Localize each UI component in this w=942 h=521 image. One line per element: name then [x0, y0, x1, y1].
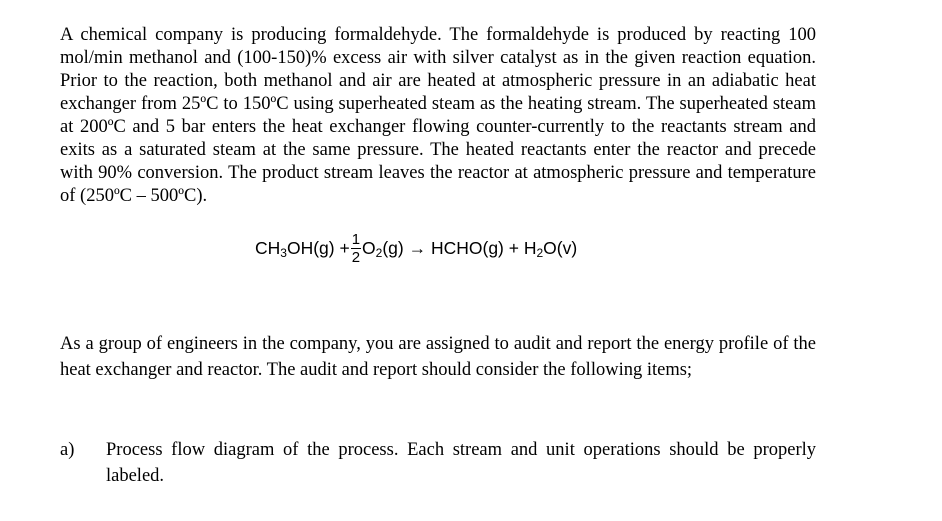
list-item — [60, 437, 816, 489]
item-label: a) — [60, 440, 75, 460]
item-text: Process flow diagram of the process. Each stream and unit operations should be properly labeled. — [106, 440, 816, 486]
half-fraction: $\frac{1}{2}$ — [351, 231, 361, 266]
intro-paragraph: A chemical company is producing formaldehyde. The formaldehyde is produced by reacting 100 mol/min methanol and (100-150)% excess air with silver catalyst as in the given reaction equation. Prior to the reaction, both methanol and air are heated at atmospheric pressure in an adiabatic heat exchanger from 25ºC to 150ºC using superheated steam as the heating stream. The superheated steam at 200ºC and 5 bar enters the heat exchanger flowing counter-currently to the reactants stream and exits as a saturated steam at the same pressure. The heated reactants enter the reactor and precede with 90% conversion. The product stream leaves the reactor at atmospheric pressure and temperature of (250ºC – 500ºC). — [60, 25, 816, 206]
assignment-paragraph: As a group of engineers in the company, you are assigned to audit and report the energy profile of the heat exchanger and reactor. The audit and report should consider the following items; — [60, 334, 816, 380]
methanol-term: $CH_3OH(g)$ + — [255, 237, 350, 260]
reaction-equation — [255, 232, 577, 265]
oxygen-product-terms: $O_2(g)$ → HCHO(g) + $H_2O(v)$ — [362, 237, 578, 260]
